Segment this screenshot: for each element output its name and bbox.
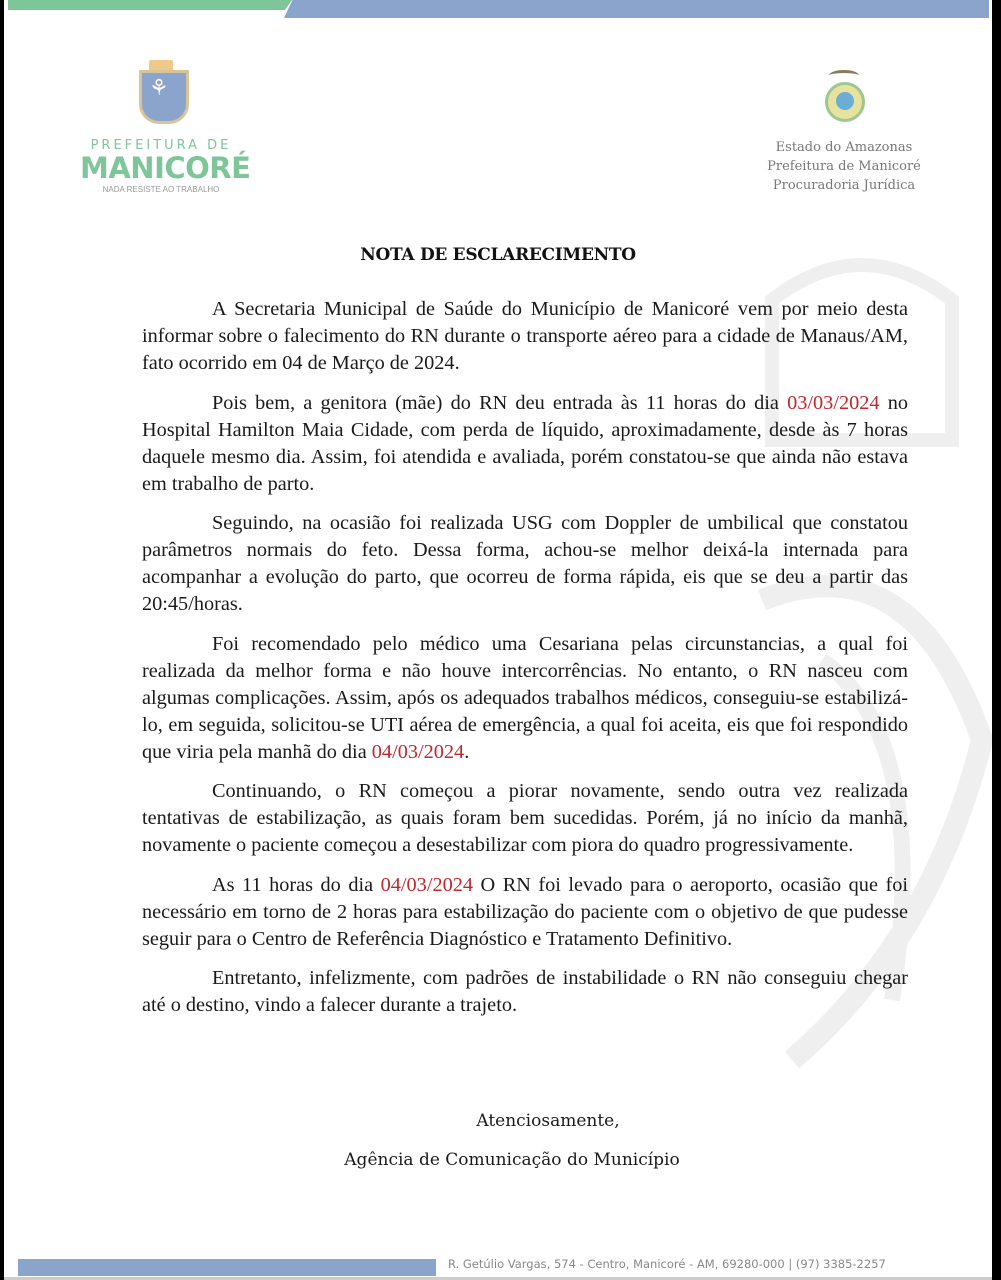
footer-address: R. Getúlio Vargas, 574 - Centro, Manicoré - AM, 69280-000 | (97) 3385-2257 — [448, 1257, 886, 1271]
header-blue-stripe — [284, 0, 989, 18]
footer-blue-stripe — [18, 1259, 436, 1276]
date-highlight: 03/03/2024 — [787, 391, 880, 414]
document-page — [4, 0, 992, 1280]
procuradoria-line: Procuradoria Jurídica — [772, 178, 916, 193]
state-header — [744, 70, 944, 195]
prefeitura-line: Prefeitura de Manicoré — [767, 159, 921, 174]
paragraph-text: Foi recomendado pelo médico uma Cesariana pelas circunstancias, a qual foi realizada da melhor forma e não houve intercorrências. No entanto, o RN nasceu com algumas complicações. Assim, após os adequados trabalhos médicos, conseguiu-se estabilizá-lo, em seguida, solicitou-se UTI aérea de emergência, a qual foi aceita, eis que foi respondido que viria pela manhã do dia — [142, 632, 908, 763]
prefeitura-logo — [80, 60, 251, 194]
paragraph-6 — [142, 872, 908, 953]
logo-motto: NADA RESISTE AO TRABALHO — [102, 185, 220, 194]
date-highlight: 04/03/2024 — [371, 740, 465, 763]
paragraph-7: Entretanto, infelizmente, com padrões de instabilidade o RN não conseguiu chegar até o destino, vindo a falecer durante a trajeto. — [142, 967, 908, 1016]
paragraph-4 — [142, 631, 908, 766]
municipal-crest-icon: ⚘ — [133, 60, 189, 132]
amazonas-seal-icon — [821, 70, 867, 130]
paragraph-text: As 11 horas do dia — [212, 873, 381, 896]
logo-line1: PREFEITURA DE — [90, 138, 232, 153]
paragraph-text: . — [464, 740, 470, 763]
date-highlight: 04/03/2024 — [380, 873, 474, 896]
paragraph-text: no Hospital Hamilton Maia Cidade, com perda de líquido, aproximadamente, desde às 7 horas daquele mesmo dia. Assim, foi atendida e avaliada, porém constatou-se que ainda não estava em trabalho de parto. — [142, 391, 908, 495]
document-body — [142, 296, 908, 1032]
paragraph-5: Continuando, o RN começou a piorar novamente, sendo outra vez realizada tentativas de estabilização, as quais foram bem sucedidas. Porém, já no início da manhã, novamente o paciente começou a desestabilizar com piora do quadro progressivamente. — [142, 780, 908, 856]
document-title: NOTA DE ESCLARECIMENTO — [360, 245, 636, 265]
header-green-stripe — [8, 0, 292, 10]
logo-line2: MANICORÉ — [80, 151, 251, 185]
state-line: Estado do Amazonas — [775, 140, 913, 155]
signature: Agência de Comunicação do Município — [344, 1150, 680, 1170]
paragraph-3: Seguindo, na ocasião foi realizada USG com Doppler de umbilical que constatou parâmetros normais do feto. Dessa forma, achou-se melhor deixá-la internada para acompanhar a evolução do parto, que ocorreu de forma rápida, eis que se deu a partir das 20:45/horas. — [142, 512, 908, 615]
paragraph-2 — [142, 390, 908, 498]
paragraph-text: O RN foi levado para o aeroporto, ocasião que foi necessário em torno de 2 horas para estabilização do paciente com o objetivo de que pudesse seguir para o Centro de Referência Diagnóstico e Tratamento Definitivo. — [142, 873, 908, 950]
closing-block — [4, 1102, 992, 1180]
closing-salutation: Atenciosamente, — [476, 1111, 620, 1131]
paragraph-1: A Secretaria Municipal de Saúde do Município de Manicoré vem por meio desta informar sobre o falecimento do RN durante o transporte aéreo para a cidade de Manaus/AM, fato ocorrido em 04 de Março de 2024. — [142, 298, 908, 374]
paragraph-text: Pois bem, a genitora (mãe) do RN deu entrada às 11 horas do dia — [212, 391, 788, 414]
